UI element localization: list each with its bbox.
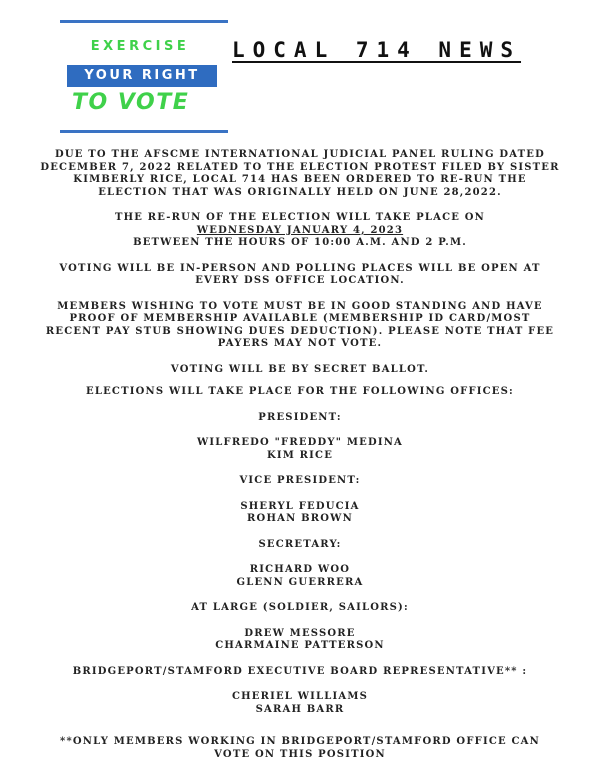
office-title-president: PRESIDENT:	[258, 411, 342, 423]
standing-paragraph: MEMBERS WISHING TO VOTE MUST BE IN GOOD STANDING AND HAVE PROOF OF MEMBERSHIP AVAILABLE (MEMBERSHIP ID CARD/MOST RECENT PAY STUB SHOWING DUES DEDUCTION). PLEASE NOTE THAT FEE PAYERS MAY NOT VOTE.	[45, 300, 555, 349]
footnote: **ONLY MEMBERS WORKING IN BRIDGEPORT/STAMFORD OFFICE CAN VOTE ON THIS POSITION	[60, 736, 540, 760]
rerun-hours: BETWEEN THE HOURS OF 10:00 A.M. AND 2 P.M.	[133, 237, 467, 248]
office-title-vice-president: VICE PRESIDENT:	[239, 475, 361, 486]
secret-ballot-line: VOTING WILL BE BY SECRET BALLOT.	[170, 363, 430, 375]
candidate-name: ROHAN BROWN	[247, 513, 353, 524]
logo-line-to-vote: TO VOTE	[72, 90, 190, 115]
candidate-name: DREW MESSORE	[244, 627, 356, 639]
rerun-date: WEDNESDAY JANUARY 4, 2023	[196, 224, 404, 236]
office-title-secretary: SECRETARY:	[258, 538, 342, 550]
intro-paragraph: DUE TO THE AFSCME INTERNATIONAL JUDICIAL PANEL RULING DATED DECEMBER 7, 2022 RELATED TO THE ELECTION PROTEST FILED BY SISTER KIMBERLY RICE, LOCAL 714 HAS BEEN ORDERED TO RE-RUN THE ELECTION THAT WAS ORIGINALLY HELD ON JUNE 28,2022.	[40, 149, 560, 198]
candidate-name: SHERYL FEDUCIA	[240, 500, 360, 512]
in-person-paragraph: VOTING WILL BE IN-PERSON AND POLLING PLACES WILL BE OPEN AT EVERY DSS OFFICE LOCATION.	[59, 262, 541, 286]
candidate-name: SARAH BARR	[255, 703, 345, 715]
candidate-name: WILFREDO "FREDDY" MEDINA	[197, 437, 403, 448]
logo-line-exercise: EXERCISE	[90, 39, 190, 54]
rerun-line: THE RE-RUN OF THE ELECTION WILL TAKE PLACE ON	[114, 212, 485, 223]
candidate-name: RICHARD WOO	[249, 564, 351, 575]
logo-top-rule	[60, 20, 228, 23]
candidate-name: CHARMAINE PATTERSON	[215, 640, 385, 651]
office-title-at-large: AT LARGE (SOLDIER, SAILORS):	[191, 602, 409, 613]
candidate-name: GLENN GUERRERA	[236, 576, 364, 588]
exercise-your-right-to-vote-logo	[60, 20, 228, 138]
notice-body	[40, 149, 560, 761]
logo-bottom-rule	[60, 130, 228, 133]
newsletter-title: LOCAL 714 NEWS	[232, 38, 522, 62]
logo-line-your-right: YOUR RIGHT	[67, 65, 217, 87]
candidate-name: CHERIEL WILLIAMS	[231, 691, 369, 702]
office-title-board-representative: BRIDGEPORT/STAMFORD EXECUTIVE BOARD REPRESENTATIVE** :	[72, 665, 528, 677]
offices-intro: ELECTIONS WILL TAKE PLACE FOR THE FOLLOWING OFFICES:	[86, 386, 514, 397]
candidate-name: KIM RICE	[266, 449, 334, 461]
